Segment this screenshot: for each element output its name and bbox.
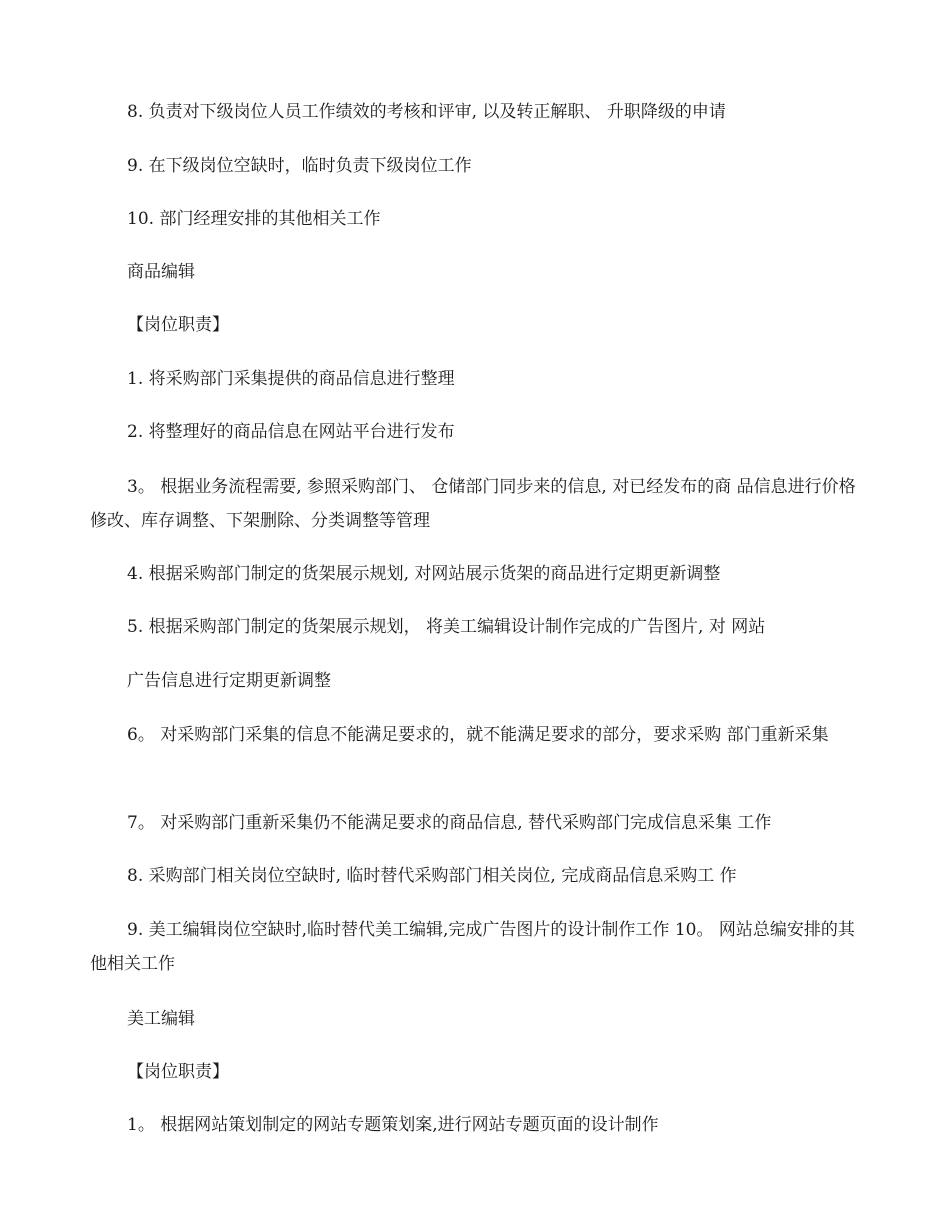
paragraph-product-duty-3: 3。 根据业务流程需要, 参照采购部门、 仓储部门同步来的信息, 对已经发布的商 品信息进行价格修改、库存调整、下架删除、分类调整等管理: [90, 477, 856, 531]
paragraph-product-duty-5-cont: 广告信息进行定期更新调整: [127, 671, 331, 691]
paragraph-art-duty-1: 1。 根据网站策划制定的网站专题策划案,进行网站专题页面的设计制作: [127, 1115, 659, 1135]
paragraph-product-duty-5: 5. 根据采购部门制定的货架展示规划， 将美工编辑设计制作完成的广告图片, 对 网站: [127, 617, 766, 637]
subheading-job-duties: 【岗位职责】: [127, 315, 229, 335]
section-heading-product-editor: 商品编辑: [127, 262, 195, 282]
paragraph-duty-8-appraisal: 8. 负责对下级岗位人员工作绩效的考核和评审, 以及转正解职、 升职降级的申请: [127, 102, 726, 122]
paragraph-product-duty-2: 2. 将整理好的商品信息在网站平台进行发布: [127, 422, 455, 442]
paragraph-duty-9-vacancy: 9. 在下级岗位空缺时，临时负责下级岗位工作: [127, 156, 472, 176]
subheading-job-duties-2: 【岗位职责】: [127, 1062, 229, 1082]
paragraph-product-duty-4: 4. 根据采购部门制定的货架展示规划, 对网站展示货架的商品进行定期更新调整: [127, 564, 721, 584]
section-heading-art-editor: 美工编辑: [127, 1009, 195, 1029]
paragraph-product-duty-6: 6。 对采购部门采集的信息不能满足要求的，就不能满足要求的部分，要求采购 部门重新采集: [127, 725, 829, 745]
paragraph-product-duty-8: 8. 采购部门相关岗位空缺时, 临时替代采购部门相关岗位, 完成商品信息采购工 作: [127, 866, 737, 886]
paragraph-duty-10-other: 10. 部门经理安排的其他相关工作: [127, 209, 381, 229]
paragraph-product-duty-9-10: 9. 美工编辑岗位空缺时,临时替代美工编辑,完成广告图片的设计制作工作 10。 网站总编安排的其他相关工作: [90, 920, 855, 974]
paragraph-product-duty-1: 1. 将采购部门采集提供的商品信息进行整理: [127, 369, 455, 389]
paragraph-product-duty-7: 7。 对采购部门重新采集仍不能满足要求的商品信息, 替代采购部门完成信息采集 工作: [127, 813, 772, 833]
